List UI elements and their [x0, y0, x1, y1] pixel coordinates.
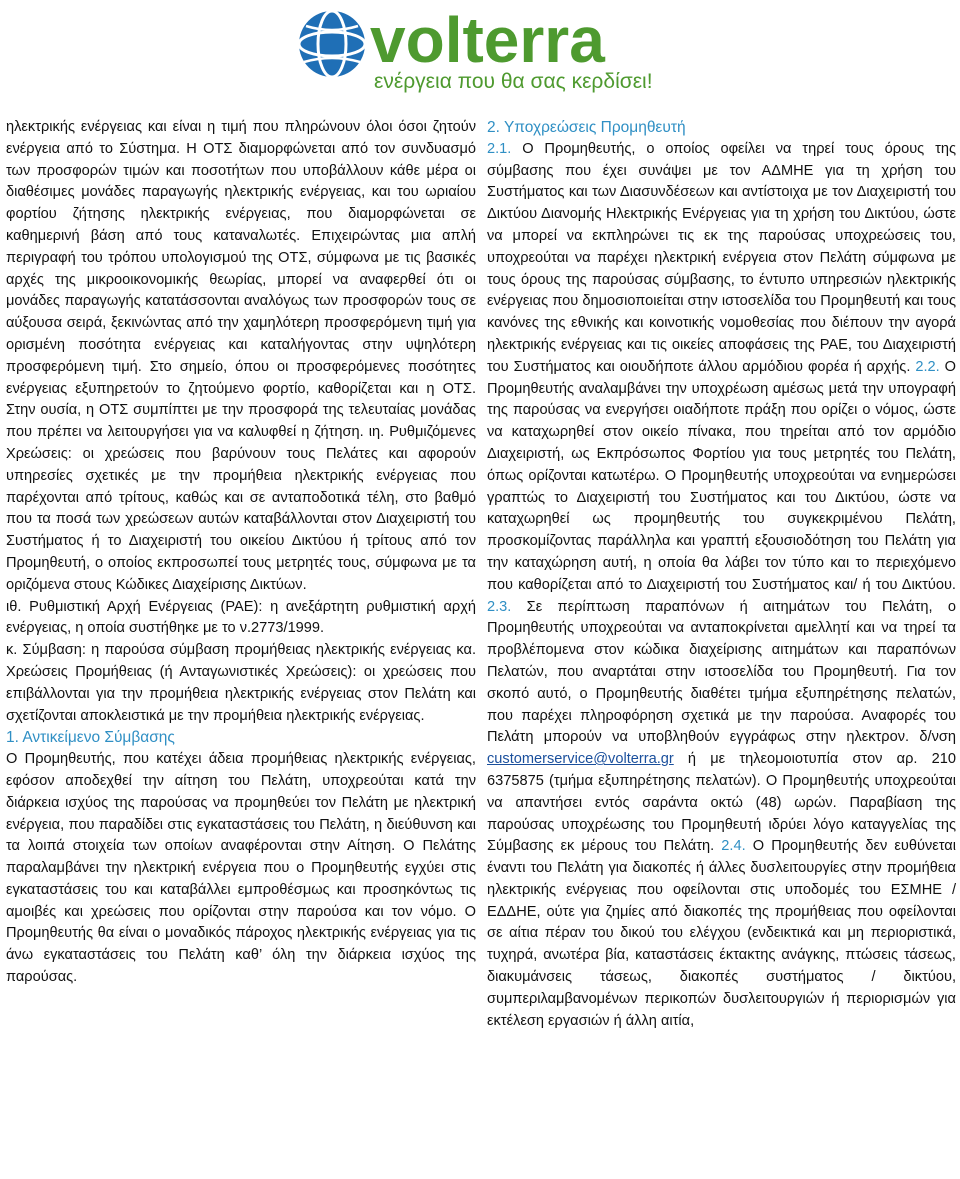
- clause-text-2-3a: Σε περίπτωση παραπόνων ή αιτημάτων του Πελάτη, ο Προμηθευτής υποχρεούται να ανταποκρίνεται αμελλητί και να τηρεί τα προβλέπομενα στον κώδικα διαχείρισης αιτημάτων και παραπόνων Πελατών, που αναρτάται στην ιστοσελίδα του Προμηθευτή. Για τον σκοπό αυτό, ο Προμηθευτής διαθέτει τμήμα εξυπηρέτησης πελατών, που παρέχει πληροφόρηση σχετικά με την παρούσα. Αναφορές του Πελάτη μπορούν να υποβληθούν εγγράφως στην ηλεκτρον. δ/νση: [487, 598, 956, 746]
- brand-slogan: ενέργεια που θα σας κερδίσει!: [374, 70, 653, 93]
- brand-name: volterra: [370, 4, 605, 76]
- clause-number-2-4: 2.4.: [721, 838, 746, 855]
- clause-text-2-3b: ή με τηλεομοιοτυπία στον αρ. 210 6375875 (τμήμα εξυπηρέτησης πελατών). Ο Προμηθευτής υποχρεούται να απαντήσει εντός σαράντα οκτώ (48) ωρών. Παραβίαση της παρούσας υποχρέωσης του Προμηθευτή ιδρύει λόγο καταγγελίας της Σύμβασης εκ μέρους του Πελάτη.: [487, 751, 956, 855]
- paragraph-ots: ηλεκτρικής ενέργειας και είναι η τιμή που πληρώνουν όλοι όσοι ζητούν ενέργεια από το Σύστημα. Η ΟΤΣ διαμορφώνεται από τον συνδυασμό των προσφορών τιμών και ποσοτήτων που υποβάλλουν κάθε μέρα οι διαθέσιμες μονάδες παραγωγής ηλεκτρικής ενέργειας, και του ωριαίου φορτίου ζήτησης ηλεκτρικής ενέργειας, που διαμορφώνεται σε καθημερινή βάση από τους καταναλωτές. Επιχειρώντας μια απλή περιγραφή του τρόπου υπολογισμού της ΟΤΣ, σύμφωνα με τις βασικές αρχές της μικροοικονομικής θεωρίας, μπορεί να αναφερθεί ότι οι μονάδες παραγωγής κατατάσσονται αναλόγως των προσφορών τους σε αύξουσα σειρά, ξεκινώντας από την χαμηλότερη προσφερόμενη τιμή για ορισμένη ποσότητα ενέργειας και καταλήγοντας στην υψηλότερη προσφερόμενη τιμή. Στο σημείο, όπου οι προσφερόμενες ποσότητες ενέργειας εξυπηρετούν το ζητούμενο φορτίο, καθορίζεται και η ΟΤΣ. Στην ουσία, η ΟΤΣ συμπίπτει με την προσφορά της τελευταίας μονάδας που πρέπει να λειτουργήσει για να καλυφθεί η ζήτηση. ιη. Ρυθμιζόμενες Χρεώσεις: οι χρεώσεις που βαρύνουν τους Πελάτες και αφορούν υπηρεσίες σχετικές με την προμήθεια ηλεκτρικής ενέργειας που παρέχονται από τρίτους, καθώς και σε ανταποδοτικά τέλη, στο βαθμό που τα ποσά των χρεώσεων αυτών καταβάλλονται στον Διαχειριστή του Συστήματος ή το Διαχειριστή του οικείου Δικτύου ή τρίτους από τον Προμηθευτή, ο οποίος εκπροσωπεί τους μετρητές τους, σύμφωνα με τα οριζόμενα στους Κώδικες Διαχείρισης Δικτύων.: [6, 119, 476, 593]
- clause-text-2-1: Ο Προμηθευτής, ο οποίος οφείλει να τηρεί τους όρους της σύμβασης που έχει συνάψει με τον ΑΔΜΗΕ για τη χρήση του Συστήματος και των Διασυνδέσεων και αντίστοιχα με τον Διαχειριστή του Δικτύου Διανομής Ηλεκτρικής Ενέργειας για τη χρήση του Δικτύου, ώστε να μπορεί να εκπληρώνει τις εκ της παρούσας υποχρεώσεις του, υποχρεούται να παρέχει ηλεκτρική ενέργεια στον Πελάτη σύμφωνα με τους όρους της παρούσας σύμβασης, το έντυπο υπηρεσιών ηλεκτρικής ενέργειας που δημοσιοποιείται στην ιστοσελίδα του Προμηθευτή και τους κανόνες της εθνικής και κοινοτικής νομοθεσίας που διέπουν την αγορά ηλεκτρικής ενέργειας και τις οικείες αποφάσεις της ΡΑΕ, του Διαχειριστή του Συστήματος και οιουδήποτε άλλου αρμόδιου φορέα ή αρχής.: [487, 140, 956, 375]
- volterra-logo: [290, 4, 670, 100]
- logo-graphic: [290, 4, 670, 100]
- right-column: [487, 117, 956, 1032]
- clause-number-2-1: 2.1.: [487, 140, 512, 157]
- clause-number-2-3: 2.3.: [487, 598, 512, 615]
- paragraph-rae: ιθ. Ρυθμιστική Αρχή Ενέργειας (ΡΑΕ): η ανεξάρτητη ρυθμιστική αρχή ενέργειας, η οποία συστήθηκε με το ν.2773/1999.: [6, 598, 476, 637]
- paragraph-contract-subject: Ο Προμηθευτής, που κατέχει άδεια προμήθειας ηλεκτρικής ενέργειας, εφόσον αποδεχθεί την αίτηση του Πελάτη, υποχρεούται κατά την διάρκεια ισχύος της παρούσας να προμηθεύει τον Πελάτη με ηλεκτρική ενέργεια, που παραδίδει στις εγκαταστάσεις του Πελάτη, η διεύθυνση και τα λοιπά στοιχεία των οποίων αναφέρονται στην Αίτηση. Ο Πελάτης παραλαμβάνει την ηλεκτρική ενέργεια που ο Προμηθευτής εγχύει στις εγκαταστάσεις του και καταβάλλει εμπροθέσμως και προσηκόντως τις αμοιβές και χρεώσεις που ορίζονται στην παρούσα και τον νόμο. Ο Προμηθευτής θα είναι ο μοναδικός πάροχος ηλεκτρικής ενέργειας για τις άνω εγκαταστάσεις του Πελάτη καθ’ όλη την διάρκεια ισχύος της παρούσας.: [6, 751, 476, 986]
- globe-icon: [299, 11, 365, 77]
- page-header: [0, 0, 960, 108]
- clause-number-2-2: 2.2.: [915, 358, 940, 375]
- paragraph-contract: κ. Σύμβαση: η παρούσα σύμβαση προμήθειας ηλεκτρικής ενέργειας κα. Χρεώσεις Προμήθειας (ή Ανταγωνιστικές Χρεώσεις): οι χρεώσεις που επιβάλλονται για την προμήθεια ηλεκτρικής ενέργειας στον Πελάτη και σχετίζονται αποκλειστικά με την προμήθεια ηλεκτρικής ενέργειας.: [6, 642, 476, 724]
- clause-text-2-2: Ο Προμηθευτής αναλαμβάνει την υποχρέωση αμέσως μετά την υπογραφή της παρούσας να ενεργήσει οιαδήποτε πράξη που ορίζει ο νόμος, ώστε να καταχωρηθεί στον οικείο πίνακα, που τηρείται από τον αρμόδιο Διαχειριστή, ως Εκπρόσωπος Φορτίου για τους μετρητές του Πελάτη, όπως ορίζονται κατωτέρω. Ο Προμηθευτής υποχρεούται να ενημερώσει γραπτώς το Διαχειριστή του Συστήματος και του Δικτύου, ώστε να καταχωρηθεί ως προμηθευτής του συγκεκριμένου Πελάτη, προσκομίζοντας παράλληλα και γραπτή εξουσιοδότηση του Πελάτη για την καταχώρηση αυτή, η οποία θα λάβει τον τύπο και το περιεχόμενο που καθορίζεται από το Διαχειριστή του Συστήματος και/ ή του Δικτύου.: [487, 358, 957, 593]
- heading-contract-subject: 1. Αντικείμενο Σύμβασης: [6, 729, 175, 747]
- left-column: [6, 117, 476, 989]
- heading-supplier-obligations: 2. Υποχρεώσεις Προμηθευτή: [487, 119, 686, 136]
- customer-service-email-link[interactable]: customerservice@volterra.gr: [487, 751, 674, 768]
- paragraph-supplier-obligations: [487, 139, 956, 1033]
- clause-text-2-4: Ο Προμηθευτής δεν ευθύνεται έναντι του Πελάτη για διακοπές ή άλλες δυσλειτουργίες στην προμήθεια ηλεκτρικής ενέργειας που οφείλονται στις υποδομές του ΕΣΜΗΕ / ΕΔΔΗΕ, ούτε για ζημίες από διακοπές της προμήθειας που οφείλονται σε αίτια πέραν του δικού του ελέγχου (ενδεικτικά και μη περιοριστικά, τυχηρά, ανωτέρα βία, καταστάσεις έκτακτης ανάγκης, πτώσεις τάσεως, διακυμάνσεις τάσεως, διακοπές συστήματος / δικτύου, συμπεριλαμβανομένων περικοπών δυσλειτουργιών ή περιορισμών για εκτέλεση εργασιών ή άλλη αιτία,: [487, 838, 956, 1029]
